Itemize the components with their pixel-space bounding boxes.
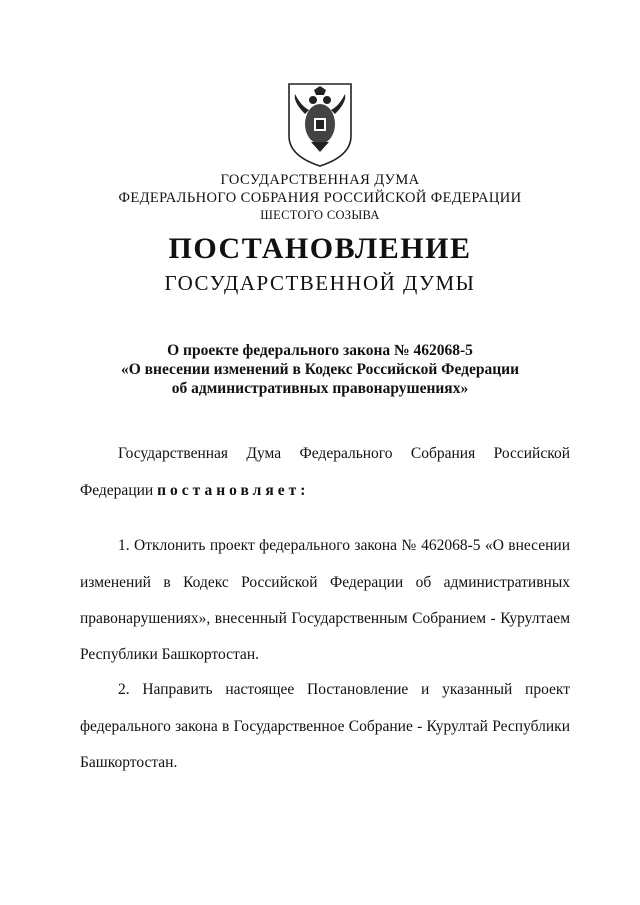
preamble-line-1: Государственная Дума Федерального Собрания Российской [118,445,570,462]
item1-line-4: Республики Башкортостан. [80,646,259,663]
item1-line-2: изменений в Кодекс Российской Федерации об административных [80,574,570,591]
document-title: ПОСТАНОВЛЕНИЕ [168,232,472,265]
item1-line-1: 1. Отклонить проект федерального закона № 462068-5 «О внесении [118,537,570,554]
item2-line-2: федерального закона в Государственное Собрание - Курултай Республики [80,718,570,735]
item2-line-1: 2. Направить настоящее Постановление и указанный проект [118,681,570,698]
subject-line-2: «О внесении изменений в Кодекс Российской Федерации [120,361,520,378]
subject-line-3: об административных правонарушениях» [171,380,469,397]
document-subtitle: ГОСУДАРСТВЕННОЙ ДУМЫ [164,271,476,295]
preamble-federation: Федерации [80,482,158,499]
header-line-duma: ГОСУДАРСТВЕННАЯ ДУМА [220,172,420,188]
header-line-assembly: ФЕДЕРАЛЬНОГО СОБРАНИЯ РОССИЙСКОЙ ФЕДЕРАЦИИ [118,190,522,206]
item1-line-3: правонарушениях», внесенный Государственным Собранием - Курултаем [80,610,570,627]
preamble-resolves: постановляет: [157,482,310,499]
subject-line-1: О проекте федерального закона № 462068-5 [167,342,473,359]
preamble-line-2 [80,481,570,501]
header-line-convocation: ШЕСТОГО СОЗЫВА [260,208,380,222]
russian-coat-of-arms-icon [283,80,357,168]
item2-line-3: Башкортостан. [80,754,178,771]
